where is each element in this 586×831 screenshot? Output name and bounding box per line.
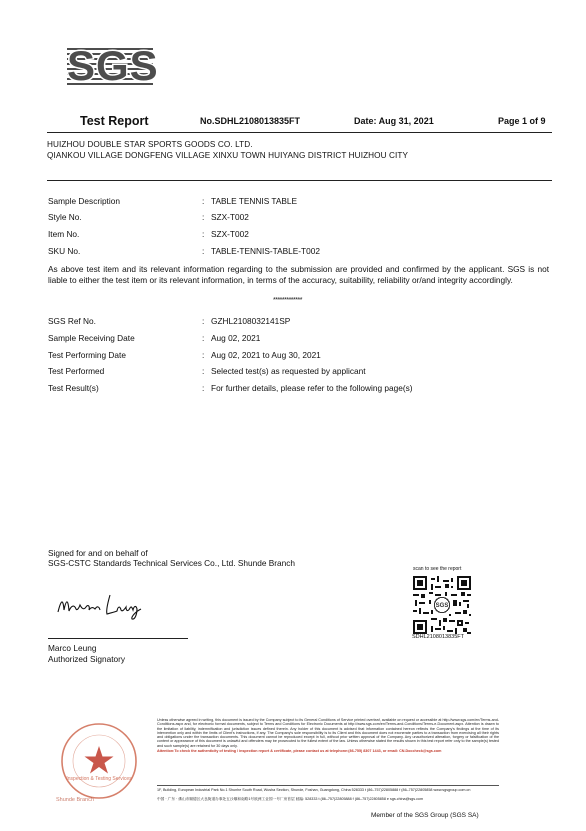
field-value: GZHL2108032141SP	[211, 316, 291, 326]
signing-company: SGS-CSTC Standards Technical Services Co., Ltd. Shunde Branch	[48, 558, 296, 568]
field-label: Sample Description	[48, 196, 120, 206]
field-label: Test Performing Date	[48, 350, 126, 360]
qr-report-number: SDHL2108013835FT	[412, 634, 464, 640]
field-value: SZX-T002	[211, 229, 249, 239]
field-label: Test Result(s)	[48, 383, 99, 393]
colon: :	[202, 316, 205, 326]
stamp-text-bottom: Shunde Branch	[56, 797, 94, 803]
disclaimer-paragraph: As above test item and its relevant information regarding to the submission are provided and confirmed by the applicant. SGS is not liable to either the test item or its relevant information, in terms of the accuracy, suitability, reliability or/and integrity accordingly.	[48, 264, 549, 285]
field-value: TABLE-TENNIS-TABLE-T002	[211, 246, 320, 256]
field-value: SZX-T002	[211, 212, 249, 222]
sgs-group-membership: Member of the SGS Group (SGS SA)	[371, 812, 479, 819]
field-label: Test Performed	[48, 366, 105, 376]
colon: :	[202, 333, 205, 343]
signatory-title: Authorized Signatory	[48, 654, 126, 664]
colon: :	[202, 350, 205, 360]
footer-address-en: 1F, Building, European Industrial Park No.1 Shunhe South Road, Wusha Section, Shunde, Foshan, Guangdong, China 528333 t (86–757)22805888 f (86–757)22805858 www.sgsgroup.com.cn	[157, 788, 471, 792]
authenticity-notice: Attention:To check the authenticity of testing / inspection report & certificate, please contact us at telephone:(86-755) 8307 1443, or email: CN.Doccheck@sgs.com	[157, 748, 442, 753]
report-number: No.SDHL2108013835FT	[200, 116, 301, 126]
handwritten-signature	[55, 592, 150, 622]
terms-fine-print	[157, 718, 499, 753]
colon: :	[202, 212, 205, 222]
svg-text:SGS: SGS	[435, 603, 449, 610]
report-date: Date: Aug 31, 2021	[354, 116, 434, 126]
section-rule	[47, 180, 552, 181]
colon: :	[202, 196, 205, 206]
terms-text: Unless otherwise agreed in writing, this document is issued by the Company subject to its General Conditions of Service printed overleaf, available on request or accessible at http://www.sgs.com/en/Terms-and-Conditions.aspx and, for electronic format documents, subject to Terms and Conditions for Electronic Documents at http://www.sgs.com/en/Terms-and-Conditions/Terms-e-Document.aspx. Attention is drawn to the limitation of liability, indemnification and jurisdiction issues defined therein. Any holder of this document is advised that information contained hereon reflects the Company's findings at the time of its intervention only and within the limits of Client's instructions, if any. The Company's sole responsibility is to its Client and this document does not exonerate parties to a transaction from exercising all their rights and obligations under the transaction documents. This document cannot be reproduced except in full, without prior written approval of the Company. Any unauthorized alteration, forgery or falsification of the content or appearance of this document is unlawful and offenders may be prosecuted to the fullest extent of the law. Unless otherwise stated the results shown in this test report refer only to the sample(s) tested and such sample(s) are retained for 30 days only.	[157, 718, 499, 748]
company-seal-stamp	[60, 722, 138, 800]
page-number: Page 1 of 9	[498, 116, 546, 126]
colon: :	[202, 246, 205, 256]
separator-stars: *************	[273, 297, 302, 304]
field-label: SGS Ref No.	[48, 316, 96, 326]
signature-line	[48, 638, 188, 639]
sgs-logo	[67, 42, 159, 89]
field-value: Aug 02, 2021	[211, 333, 261, 343]
stamp-text-top: Inspection & Testing Services	[66, 776, 132, 782]
field-label: Style No.	[48, 212, 82, 222]
colon: :	[202, 366, 205, 376]
field-value: For further details, please refer to the following page(s)	[211, 383, 413, 393]
colon: :	[202, 229, 205, 239]
field-label: Item No.	[48, 229, 80, 239]
field-label: SKU No.	[48, 246, 81, 256]
field-value: Aug 02, 2021 to Aug 30, 2021	[211, 350, 321, 360]
footer-rule	[157, 785, 499, 786]
field-label: Sample Receiving Date	[48, 333, 135, 343]
field-value: Selected test(s) as requested by applicant	[211, 366, 366, 376]
qr-code-icon[interactable]	[413, 576, 471, 634]
signatory-name: Marco Leung	[48, 643, 97, 653]
report-title: Test Report	[80, 114, 149, 128]
signed-on-behalf: Signed for and on behalf of	[48, 548, 148, 558]
qr-caption: scan to see the report	[413, 566, 462, 572]
applicant-name: HUIZHOU DOUBLE STAR SPORTS GOODS CO. LTD.	[47, 140, 253, 149]
field-value: TABLE TENNIS TABLE	[211, 196, 298, 206]
header-rule	[47, 132, 552, 133]
applicant-address: QIANKOU VILLAGE DONGFENG VILLAGE XINXU TOWN HUIYANG DISTRICT HUIZHOU CITY	[47, 151, 409, 160]
colon: :	[202, 383, 205, 393]
logo-text: SGS	[67, 42, 159, 89]
footer-address-cn: 中国 · 广东 · 佛山市顺德区大良街道办事处五沙顺和南路1号欧洲工业园一号厂房首层 邮编: 528333 t (86–757)22805888 f (86–757)22805858 e sgs.china@sgs.com	[157, 797, 424, 801]
